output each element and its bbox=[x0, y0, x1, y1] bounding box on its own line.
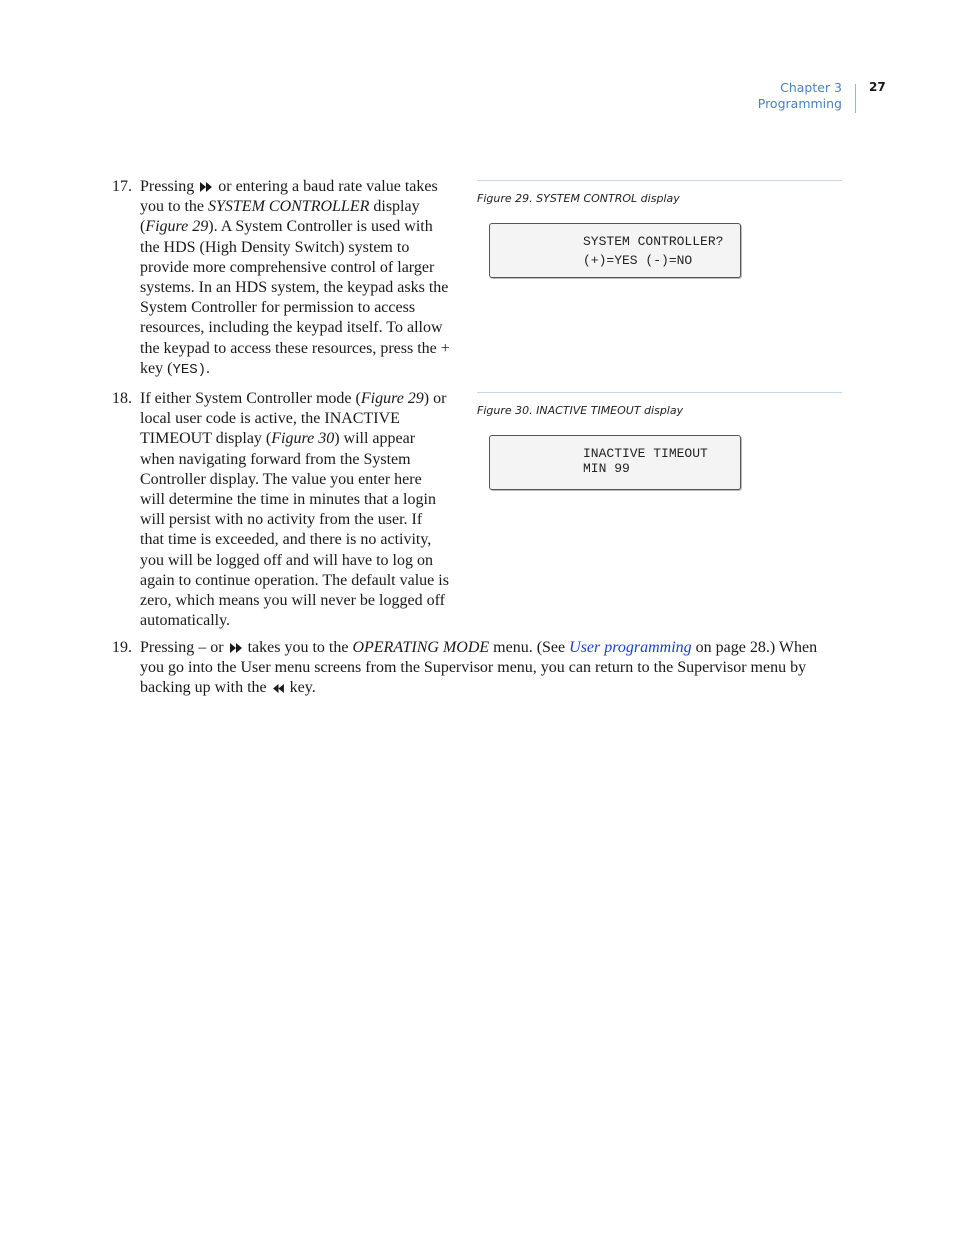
step-number: 17. bbox=[112, 178, 132, 195]
figure-reference: Figure 29 bbox=[360, 390, 424, 407]
running-header bbox=[758, 80, 842, 112]
text-run: . bbox=[206, 359, 211, 377]
step-text bbox=[140, 389, 450, 631]
text-run: ) will appear when navigating forward from the System Controller display. The value you enter here will determine the time in minutes that a login will persist with no activity from the user. If that time is exceeded, and there is no activity, you will be logged off and will have to log on again to continue operation. The default value is zero, which means you will never be logged off automatically. bbox=[140, 430, 449, 630]
step-number: 18. bbox=[112, 390, 132, 407]
lcd-line-1: INACTIVE TIMEOUT bbox=[583, 446, 708, 461]
figure-30-caption: Figure 30. INACTIVE TIMEOUT display bbox=[477, 404, 684, 417]
text-run: If either System Controller mode ( bbox=[140, 390, 361, 407]
text-run: ) or local user code is active, the INACTIVE TIMEOUT display ( bbox=[140, 390, 447, 448]
text-run: on page 28.) When you go into the User menu screens from the Supervisor menu, you can return to the Supervisor menu by backing up with the bbox=[140, 639, 818, 697]
step-text bbox=[140, 638, 845, 699]
text-run: display ( bbox=[140, 198, 420, 236]
figure-reference: Figure 30 bbox=[271, 430, 335, 448]
figure-29-rule bbox=[477, 180, 842, 181]
key-label: YES) bbox=[172, 361, 207, 378]
text-run-italic: SYSTEM CONTROLLER bbox=[208, 198, 370, 216]
text-run: Pressing bbox=[140, 178, 195, 195]
figure-reference: Figure 29 bbox=[145, 218, 209, 236]
text-run: menu. (See bbox=[489, 639, 570, 656]
text-run: takes you to the bbox=[243, 639, 353, 656]
chapter-label: Chapter 3 bbox=[780, 80, 842, 95]
fast-forward-icon bbox=[230, 643, 242, 653]
lcd-line-2: (+)=YES (-)=NO bbox=[583, 253, 693, 268]
lcd-line-1: SYSTEM CONTROLLER? bbox=[583, 234, 724, 249]
text-run: ). A System Controller is used with the HDS (High Density Switch) system to provide more comprehensive control of larger systems. In an HDS system, the keypad asks the System Controller for permission to access resources, including the keypad itself. To allow the keypad to access these resources, press the + key ( bbox=[140, 218, 450, 377]
section-label: Programming bbox=[757, 96, 842, 111]
text-run: Pressing – or bbox=[140, 639, 224, 656]
fast-forward-icon bbox=[200, 182, 212, 192]
figure-30-rule bbox=[477, 392, 842, 393]
step-text bbox=[140, 177, 450, 380]
text-run-italic: OPERATING MODE bbox=[352, 639, 490, 656]
figure-29-lcd-display bbox=[489, 223, 741, 278]
step-number: 19. bbox=[112, 639, 132, 656]
figure-30-lcd-display bbox=[489, 435, 741, 490]
text-run: key. bbox=[285, 679, 316, 697]
rewind-icon bbox=[273, 684, 284, 693]
header-divider bbox=[855, 84, 856, 113]
lcd-line-2: MIN 99 bbox=[583, 461, 630, 476]
text-run: or entering a baud rate value takes you to the bbox=[140, 178, 438, 216]
user-programming-link[interactable]: User programming bbox=[569, 639, 692, 656]
figure-29-caption: Figure 29. SYSTEM CONTROL display bbox=[477, 192, 680, 205]
page-number: 27 bbox=[869, 80, 886, 94]
